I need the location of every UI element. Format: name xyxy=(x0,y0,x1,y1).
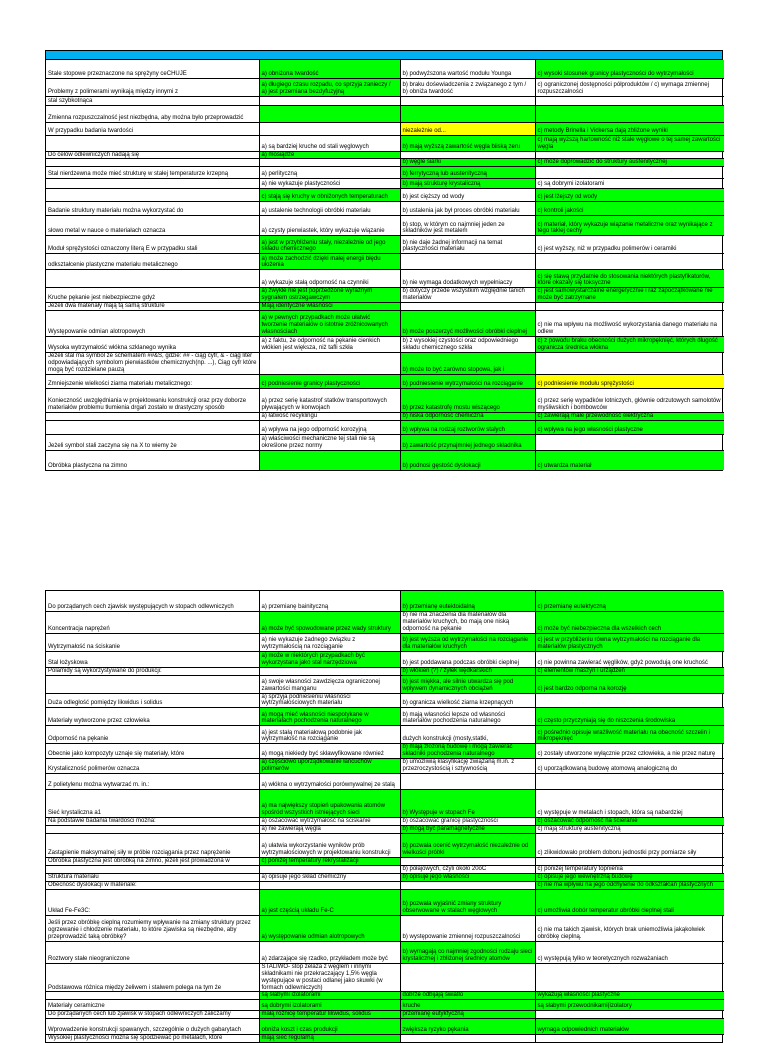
answer-cell[interactable]: c) zostały utworzone wyłącznie przez człowieka, a nie przez naturę xyxy=(535,744,724,759)
table-row xyxy=(46,389,724,413)
table-row xyxy=(46,693,724,708)
answer-cell[interactable]: b) jest cięższy od wody xyxy=(400,189,535,202)
answer-cell[interactable]: c) przez serię wypadków lotniczych, głównie odrzutowych samolotów myśliwskich i bombowców xyxy=(535,389,724,413)
answer-cell[interactable] xyxy=(400,105,535,122)
table-row xyxy=(46,189,724,202)
table-row xyxy=(46,744,724,759)
table-row xyxy=(46,651,724,667)
answer-cell[interactable]: b) stop, w którym co najmniej jeden ze składników jest metalem xyxy=(400,216,535,236)
table-row xyxy=(46,633,724,651)
answer-cell[interactable]: kruche xyxy=(400,1000,535,1011)
answer-cell[interactable]: c) nie ma takich zjawisk, których brak uniemożliwia jakąkolwiek obróbkę cieplną. xyxy=(535,915,724,941)
answer-cell[interactable]: są słabymi przewodnikami(izolatory xyxy=(535,1000,724,1011)
question-cell[interactable]: Z polietylenu można wytwarzać m. in.: xyxy=(46,773,259,789)
answer-cell[interactable]: c) nie powinna zawierać węglików, gdyż powodują one kruchość xyxy=(535,651,724,667)
answer-cell[interactable]: a) łatwość recyklingu xyxy=(259,413,400,421)
table-row xyxy=(46,759,724,774)
answer-cell[interactable] xyxy=(535,963,724,992)
answer-cell[interactable]: a) właściwości mechaniczne tej stali nie są określone przez normy xyxy=(259,435,400,451)
question-cell[interactable]: Układ Fe-Fe3C: xyxy=(46,889,259,915)
table-row xyxy=(46,288,724,303)
answer-cell[interactable]: c) utwardza materiał xyxy=(535,451,724,470)
question-cell[interactable]: Występowanie odmian alotropowych xyxy=(46,311,259,337)
answer-cell[interactable]: b) dotyczy przede wszystkim względnie tanich materiałów xyxy=(400,288,535,303)
answer-cell[interactable]: a) perlityczną xyxy=(259,167,400,179)
question-cell[interactable] xyxy=(46,270,259,288)
answer-cell[interactable]: mają sieć regularną xyxy=(259,1035,400,1042)
quiz-table-2 xyxy=(46,591,724,1042)
question-cell[interactable]: Sieć krystaliczna a1 xyxy=(46,789,259,817)
answer-cell[interactable]: b) włókien (?) / żyłek wędkarskich xyxy=(400,667,535,675)
answer-cell[interactable]: c) może być niebezpieczna dla wszelkich cech xyxy=(535,611,724,633)
answer-cell[interactable] xyxy=(400,963,535,992)
question-cell[interactable]: W przypadku badania twardości xyxy=(46,122,259,135)
table-row xyxy=(46,992,724,1000)
table-row xyxy=(46,375,724,389)
answer-cell[interactable]: b) jest poddawana podczas obróbki cieplnej xyxy=(400,651,535,667)
question-cell[interactable]: Koncentracja naprężeń xyxy=(46,611,259,633)
answer-cell[interactable]: c) występują tylko w teoretycznych rozważaniach xyxy=(535,941,724,963)
question-cell[interactable]: Problemy z polimerami wynikają między innymi z xyxy=(46,78,259,96)
answer-cell[interactable]: b) podnosi gęstość dyslokacji xyxy=(400,451,535,470)
answer-cell[interactable]: c) jest wyższy, niż w przypadku polimerów i ceramiki xyxy=(535,236,724,254)
answer-cell[interactable]: c) uporządkowaną budowę atomową analogiczną do xyxy=(535,759,724,774)
answer-cell[interactable]: a) w pewnych przypadkach może ułatwić tworzenie materiałów o istotnie zróżnicowanych własnościach xyxy=(259,311,400,337)
answer-cell[interactable]: c) podniesienie granicy plastyczności xyxy=(259,375,400,389)
answer-cell[interactable]: dużych konstrukcji (mosty,statki, xyxy=(400,726,535,744)
table-row xyxy=(46,78,724,96)
question-cell[interactable]: Struktura materiału xyxy=(46,873,259,881)
table-row xyxy=(46,833,724,857)
answer-cell[interactable]: zwiększa ryzyko pękania xyxy=(400,1019,535,1035)
question-cell[interactable]: Obecnie jako kompozyty uznaje się materiały, które xyxy=(46,744,259,759)
table-row xyxy=(46,873,724,881)
answer-cell[interactable]: niezależnie od... xyxy=(400,122,535,135)
answer-cell[interactable]: c) pośrednio opisuje wrażliwość materiału na obecność szczelin i mikropęknięć xyxy=(535,726,724,744)
answer-cell[interactable] xyxy=(535,303,724,311)
answer-cell[interactable]: c) się stawą przydatnie do stosowania niektórych plastyfikatorów, które okazały się toksyczne xyxy=(535,270,724,288)
answer-cell[interactable]: a) zwykle nie jest poprzedzone wyraźnym sygnałem ostrzegawczym xyxy=(259,288,400,303)
answer-cell[interactable]: b) nie ma znaczenia dla materiałów dla materiałów kruchych, bo mają one niską odporność na pękanie xyxy=(400,611,535,633)
question-cell[interactable]: Materiały wytworzone przez człowieka xyxy=(46,708,259,726)
answer-cell[interactable] xyxy=(259,865,400,873)
answer-cell[interactable]: c) jest bardzo odporna na korozję xyxy=(535,675,724,693)
answer-cell[interactable]: c) zawierają małe przewodność elektryczna xyxy=(535,413,724,421)
answer-cell[interactable] xyxy=(535,167,724,179)
answer-cell[interactable]: b) mają wyższą zawartość węgla bliską zeru xyxy=(400,135,535,151)
answer-cell[interactable]: b) może poszerzyć możliwości obróbki cieplnej xyxy=(400,311,535,337)
answer-cell[interactable]: c) mają strukturę austenityczną xyxy=(535,825,724,833)
answer-cell[interactable] xyxy=(400,857,535,865)
answer-cell[interactable]: b) występowanie zmiennej rozpuszczalności xyxy=(400,915,535,941)
table-row xyxy=(46,135,724,151)
answer-cell[interactable]: b) jest miękka, ale silnie utwardza się pod wpływem dynamicznych obciążeń xyxy=(400,675,535,693)
answer-cell[interactable]: b) mają złożoną budowę i mogą zawierać składniki pochodzenia naturalnego xyxy=(400,744,535,759)
table-row xyxy=(46,726,724,744)
answer-cell[interactable]: b) opisuje jego własności xyxy=(400,873,535,881)
question-cell[interactable]: Podstawowa różnica między żeliwem i stalwem polega na tym że xyxy=(46,963,259,992)
question-cell[interactable]: Polamidy są wykorzystywane do produkcji: xyxy=(46,667,259,675)
question-cell[interactable]: Badanie struktury materiału można wykorzystać do xyxy=(46,202,259,216)
answer-cell[interactable]: b) braku dośewiadczenia z związanego z tym / b) obniża twardość xyxy=(400,78,535,96)
question-cell[interactable] xyxy=(46,825,259,833)
question-cell[interactable]: Wysoka wytrzymałość włókna szklanego wynika xyxy=(46,337,259,353)
answer-cell[interactable]: a) długiego czasu rozpadu, co sprzyja zanieczy / a) jest przemiana bezdyfuzyjną xyxy=(259,78,400,96)
answer-cell[interactable]: a) z faktu, że odporność na pękanie cienkich włókien jest większa, niż tafli szkła xyxy=(259,337,400,353)
answer-cell[interactable]: a) wykazuje stałą odporność na czynniki xyxy=(259,270,400,288)
question-cell[interactable]: Duża odległość pomiędzy likwidus i solidus xyxy=(46,693,259,708)
table-row xyxy=(46,236,724,254)
answer-cell[interactable]: c) przemianę eutektyczną xyxy=(535,591,724,611)
answer-cell[interactable]: a) przemianę bainityczną xyxy=(259,591,400,611)
answer-cell[interactable]: a) ma największy stopień upakowania atomów spośród wszystkich istniejących sieci xyxy=(259,789,400,817)
table-row xyxy=(46,817,724,825)
table-row xyxy=(46,303,724,311)
table-row xyxy=(46,865,724,873)
answer-cell[interactable] xyxy=(535,773,724,789)
question-cell[interactable]: Do porządanych cech zjawisk występujących w stopach odlewniczych xyxy=(46,591,259,611)
answer-cell[interactable]: b) podwyższona wartość modułu Younga xyxy=(400,60,535,78)
answer-cell[interactable]: a) przez serię katastrof statków transportowych pływających w konwojach xyxy=(259,389,400,413)
answer-cell[interactable] xyxy=(535,435,724,451)
question-cell[interactable]: Wytrzymałość na ściskanie xyxy=(46,633,259,651)
answer-cell[interactable]: b) Występuje w stopach Fe xyxy=(400,789,535,817)
table-row xyxy=(46,789,724,817)
answer-cell[interactable] xyxy=(400,254,535,270)
answer-cell[interactable]: a) jest częścią układu Fe-C xyxy=(259,889,400,915)
answer-cell[interactable]: b) połajowych, czyli około 20oC xyxy=(400,865,535,873)
answer-cell[interactable]: b) mogą być paramagnetyczne xyxy=(400,825,535,833)
answer-cell[interactable] xyxy=(259,159,400,167)
answer-cell[interactable]: b) nie daje żadnej informacji na temat plastyczności materiału xyxy=(400,236,535,254)
answer-cell[interactable]: a) są bardziej kruche od stali węglowych xyxy=(259,135,400,151)
answer-cell[interactable]: c) kontroli jakości xyxy=(535,202,724,216)
question-cell[interactable] xyxy=(46,179,259,189)
answer-cell[interactable]: a) nie wykazuje żadnego związku z wytrzymałością na rozciąganie xyxy=(259,633,400,651)
question-cell[interactable]: stal szybkotnąca xyxy=(46,96,259,105)
answer-cell[interactable]: c) jest samowystarczalne energetycznie i raz zapoczątkowane nie może być zatrzymane xyxy=(535,288,724,303)
answer-cell[interactable]: są słabymi izolatorami xyxy=(259,992,400,1000)
table-row xyxy=(46,216,724,236)
answer-cell[interactable]: a) ułatwia wykorzystanie wyników prób wytrzymałościowych w projektowaniu konstrukcji xyxy=(259,833,400,857)
answer-cell[interactable]: c) nie ma wpływu na możliwość wykorzystania danego materiału na odlew xyxy=(535,311,724,337)
question-cell[interactable] xyxy=(46,675,259,693)
answer-cell[interactable]: b) pozwala ocenić wytrzymałość niezależnie od wielkości próbki xyxy=(400,833,535,857)
table-row xyxy=(46,1000,724,1011)
answer-cell[interactable] xyxy=(259,667,400,675)
answer-cell[interactable]: a) ustalenie technologii obróbki materiału xyxy=(259,202,400,216)
question-cell[interactable] xyxy=(46,189,259,202)
answer-cell[interactable]: a) jest w przybliżeniu stały, niezależnie od jego składu chemicznego xyxy=(259,236,400,254)
question-cell[interactable]: słowo metal w nauce o materiałach oznacza xyxy=(46,216,259,236)
answer-cell[interactable]: są dobrymi izolatorami xyxy=(259,1000,400,1011)
answer-cell[interactable]: b) umożliwią klasyfikację związaną m.in. z przezroczystością i sztywnością xyxy=(400,759,535,774)
answer-cell[interactable] xyxy=(400,96,535,105)
question-cell[interactable]: Obecność dyslokacji w materiale: xyxy=(46,881,259,889)
answer-cell[interactable]: b) wpływa na rodzaj roztworów stałych xyxy=(400,421,535,435)
answer-cell[interactable] xyxy=(400,881,535,889)
answer-cell[interactable]: b) ustalenia jak był proces obróbki materiału xyxy=(400,202,535,216)
answer-cell[interactable]: wykazują własności plastyczne xyxy=(535,992,724,1000)
answer-cell[interactable]: c) opisuje jego wewnętrzną budowę xyxy=(535,873,724,881)
answer-cell[interactable]: a) wpływa na jego odporność korozyjną xyxy=(259,421,400,435)
answer-cell[interactable]: c) często przyczyniają się do niszczenia środowiska xyxy=(535,708,724,726)
question-cell[interactable]: Stale stopowe przeznaczone na sprężyny ceCHUJE xyxy=(46,60,259,78)
question-cell[interactable]: Obróbka plastyczna jest obróbką na zimno, jeżeli jest prowadzona w xyxy=(46,857,259,865)
question-cell[interactable]: Kruche pękanie jest niebezpieczne gdyż xyxy=(46,288,259,303)
question-cell[interactable]: Moduł sprężystości oznaczony literą E w przypadku stali xyxy=(46,236,259,254)
answer-cell[interactable]: b) zawartość przynajmniej jednego składnika xyxy=(400,435,535,451)
table-row xyxy=(46,202,724,216)
answer-cell[interactable] xyxy=(535,105,724,122)
table-row xyxy=(46,881,724,889)
answer-cell[interactable] xyxy=(535,693,724,708)
answer-cell[interactable]: a) włókna o wytrzymałości porównywalnej ze stalą xyxy=(259,773,400,789)
table-row xyxy=(46,270,724,288)
answer-cell[interactable] xyxy=(259,451,400,470)
answer-cell[interactable] xyxy=(535,857,724,865)
table-row xyxy=(46,122,724,135)
answer-cell[interactable]: a) sprzyja podniesieniu własności wytrzymałościowych materiału xyxy=(259,693,400,708)
answer-cell[interactable] xyxy=(259,881,400,889)
answer-cell[interactable]: c) elementów maszyn i urządzeń xyxy=(535,667,724,675)
answer-cell[interactable]: c) występuje w metalach i stopach, która są nabardziej xyxy=(535,789,724,817)
question-cell[interactable]: Stal nierdzewna może mieć strukturę w stałej temperaturze krzepną xyxy=(46,167,259,179)
table-row xyxy=(46,591,724,611)
answer-cell[interactable] xyxy=(400,773,535,789)
question-cell[interactable]: Wysokiej plastyczności można się spodziewać po metalach, które xyxy=(46,1035,259,1042)
table-row xyxy=(46,941,724,963)
table-row xyxy=(46,889,724,915)
answer-cell[interactable]: a) nie zawierają węgla xyxy=(259,825,400,833)
table-row xyxy=(46,413,724,421)
question-cell[interactable]: Jeżeli stal ma symbol ze schematem ##&S, gdzie: ## - ciąg cyfr, & - ciąg liter odpowiadających symbolom pierwiastków chemicznych(np. ...), Ciąg cyfr które mogą być rozdzielane pauzą xyxy=(46,353,259,375)
answer-cell[interactable]: c) stają się kruchy w obniżonych temperaturach xyxy=(259,189,400,202)
table-row xyxy=(46,96,724,105)
answer-cell[interactable]: a) mogą mieć własności niespotykane w materiałach pochodzenia naturalnego xyxy=(259,708,400,726)
question-cell[interactable]: Roztwory stałe nieograniczone xyxy=(46,941,259,963)
answer-cell[interactable]: a) może zachodzić dzięki małej energii błędu ułożenia xyxy=(259,254,400,270)
answer-cell[interactable] xyxy=(259,122,400,135)
answer-cell[interactable]: a) swoje własności zawdzięcza ograniczonej zawartości manganu xyxy=(259,675,400,693)
answer-cell[interactable]: a) może w niektórych przypadkach być wykorzystana jako stal narzędziowa xyxy=(259,651,400,667)
answer-cell[interactable]: b) jest wyższa od wytrzymałości na rozciąganie dla materiałów kruchych xyxy=(400,633,535,651)
table-row xyxy=(46,167,724,179)
answer-cell[interactable]: b) wymagają co najmniej zgodności rodzaju sieci krystalicznej i zbliżonej średnicy atomów xyxy=(400,941,535,963)
table-row xyxy=(46,667,724,675)
header-bar xyxy=(46,51,722,60)
table-row xyxy=(46,1035,724,1042)
question-cell[interactable]: Jeżeli dwa materiały mają tą samą strukture xyxy=(46,303,259,311)
answer-cell[interactable] xyxy=(400,1035,535,1042)
table-row xyxy=(46,254,724,270)
answer-cell[interactable]: c) są dobrymi izolatorami xyxy=(535,179,724,189)
answer-cell[interactable]: b) ferrytyczną lub austenityczną xyxy=(400,167,535,179)
table-row xyxy=(46,179,724,189)
answer-cell[interactable]: a) opisuje jego skład chemiczny xyxy=(259,873,400,881)
answer-cell[interactable] xyxy=(535,254,724,270)
answer-cell[interactable]: b) może to być zarówno stopowa, jak i xyxy=(400,353,535,375)
answer-cell[interactable]: a) czysty pierwiastek, który wykazuje wiązanie xyxy=(259,216,400,236)
answer-cell[interactable]: b) nie wymaga dodatkowych wypełniaczy xyxy=(400,270,535,288)
answer-cell[interactable]: b) węgle siarki xyxy=(400,159,535,167)
answer-cell[interactable] xyxy=(535,1011,724,1019)
spreadsheet-section-1 xyxy=(45,50,723,471)
answer-cell[interactable]: c) zlikwidowało problem doboru jednostki przy pomiarze siły xyxy=(535,833,724,857)
answer-cell[interactable]: c) metody Brinella i Vickersa dają zbliżone wyniki xyxy=(535,122,724,135)
answer-cell[interactable]: a) mogą niekiedy być skławyfikowane również xyxy=(259,744,400,759)
question-cell[interactable]: Stal łożyskowa xyxy=(46,651,259,667)
question-cell[interactable] xyxy=(46,159,259,167)
answer-cell[interactable]: b) przez katastrofę mostu wiszącego xyxy=(400,389,535,413)
answer-cell[interactable]: c) ograniczonej dostępności półproduktów / c) wymaga zmiennej rozpuszczalności xyxy=(535,78,724,96)
question-cell[interactable]: Krystaliczność polimerów oznacza xyxy=(46,759,259,774)
table-row xyxy=(46,337,724,353)
table-row xyxy=(46,311,724,337)
question-cell[interactable]: Wprowadzenie konstrukcji spawanych, szczególnie o dużych gabarytach xyxy=(46,1019,259,1035)
answer-cell[interactable]: b) niska odporność chemiczna xyxy=(400,413,535,421)
question-cell[interactable]: Odporność na pękanie xyxy=(46,726,259,744)
answer-cell[interactable]: dobrze odbijają światło xyxy=(400,992,535,1000)
answer-cell[interactable]: b) ogranicza wielkość ziarna krzepnących xyxy=(400,693,535,708)
answer-cell[interactable]: c) może doprowadzić do struktury austenitycznej xyxy=(535,159,724,167)
question-cell[interactable]: Jeśli przez obróbkę cieplną rozumiemy wpływanie na zmiany struktury przez ogrzewanie i chłodzenie materiału, to które zjawiska są niezbędne, aby przeprowadzić taką obróbkę? xyxy=(46,915,259,941)
answer-cell[interactable]: c) z powodu braku obecności dużych mikropęknięć, których długość ogranicza średnica włókna xyxy=(535,337,724,353)
answer-cell[interactable]: c) wpływa na jego własności plastyczne xyxy=(535,421,724,435)
question-cell[interactable]: Zmienna rozpuszczalność jest niezbędna, aby można było przeprowadzić xyxy=(46,105,259,122)
question-cell[interactable] xyxy=(46,992,259,1000)
answer-cell[interactable]: a) obniżona twardość xyxy=(259,60,400,78)
answer-cell[interactable]: a) występowanie odmian alotropowych xyxy=(259,915,400,941)
table-row xyxy=(46,675,724,693)
answer-cell[interactable]: c) umożliwia dobór temperatur obróbki cieplnej stali xyxy=(535,889,724,915)
question-cell[interactable]: odkształcenie plastyczne materiału metalicznego xyxy=(46,254,259,270)
answer-cell[interactable]: c) oszacować odporność na ścieranie xyxy=(535,817,724,825)
answer-cell[interactable]: a) zdarzające się rzadko, przykładem może być xyxy=(259,941,400,963)
table-row xyxy=(46,353,724,375)
answer-cell[interactable]: a) może być spowodowane przez wady struktury xyxy=(259,611,400,633)
table-row xyxy=(46,963,724,992)
answer-cell[interactable]: c) materiał, który wykazuje wiązanie metaliczne oraz wynikające z tego takiej cechy xyxy=(535,216,724,236)
answer-cell[interactable]: STALIWO- stop żelaza z węglem i innymi składnikami nie przekraczający 1,5% węgla występujące w postaci odlanej jako skuwki (w formach odlewniczych) xyxy=(259,963,400,992)
answer-cell[interactable] xyxy=(259,105,400,122)
question-cell[interactable]: Do porządanych cech lub zjawisk w stopach odlewniczych zaliczamy xyxy=(46,1011,259,1019)
table-row xyxy=(46,1019,724,1035)
table-row xyxy=(46,915,724,941)
table-row xyxy=(46,708,724,726)
answer-cell[interactable]: c) mają wyższą hartowność niż stale węglowe o tej samej zawartości węgla xyxy=(535,135,724,151)
answer-cell[interactable] xyxy=(535,96,724,105)
answer-cell[interactable]: c) poniżej temperatury topnienia xyxy=(535,865,724,873)
table-row xyxy=(46,105,724,122)
answer-cell[interactable] xyxy=(259,96,400,105)
answer-cell[interactable]: c) wysoki stosunek granicy plastyczności do wytrzymałości xyxy=(535,60,724,78)
answer-cell[interactable]: b) pozwala wyjaśnić zmiany struktury obserwowane w stalach węglowych xyxy=(400,889,535,915)
question-cell[interactable] xyxy=(46,413,259,421)
quiz-table-1 xyxy=(46,60,724,470)
table-row xyxy=(46,857,724,865)
answer-cell[interactable]: obniża koszt i czas produkcji xyxy=(259,1019,400,1035)
spreadsheet-section-2 xyxy=(45,590,723,1043)
table-row xyxy=(46,421,724,435)
table-row xyxy=(46,60,724,78)
question-cell[interactable] xyxy=(46,421,259,435)
answer-cell[interactable]: b) przemianę eutektoidalną xyxy=(400,591,535,611)
question-cell[interactable]: Obróbka plastyczna na zimno xyxy=(46,451,259,470)
table-row xyxy=(46,151,724,159)
answer-cell[interactable]: a) mosiądze xyxy=(259,151,400,159)
answer-cell[interactable]: c) jest lżejszy od wody xyxy=(535,189,724,202)
answer-cell[interactable] xyxy=(400,151,535,159)
table-row xyxy=(46,451,724,470)
answer-cell[interactable] xyxy=(400,303,535,311)
table-row xyxy=(46,773,724,789)
answer-cell[interactable]: b) z wysokiej czystości oraz odpowiedniego składu chemicznego szkła xyxy=(400,337,535,353)
answer-cell[interactable]: c) poniżej temperatury rekrystalizacji xyxy=(259,857,400,865)
answer-cell[interactable]: wymaga odpowiednich materiałów xyxy=(535,1019,724,1035)
answer-cell[interactable]: b) mają strukturę krystaliczną xyxy=(400,179,535,189)
table-row xyxy=(46,611,724,633)
question-cell[interactable] xyxy=(46,865,259,873)
table-row xyxy=(46,435,724,451)
answer-cell[interactable]: b) mają własności lepsze od własności materiałów pochodzenia naturalnego xyxy=(400,708,535,726)
answer-cell[interactable]: c) nie ma wpływu na jego odchylenie do odkształcań plastycznych xyxy=(535,881,724,889)
answer-cell[interactable] xyxy=(535,1035,724,1042)
answer-cell[interactable]: a) jest stałą materiałową podobnie jak wytrzymałość na rozciąganie xyxy=(259,726,400,744)
answer-cell[interactable]: a) częściowo uporządkowanie łańcuchów polimerów xyxy=(259,759,400,774)
table-row xyxy=(46,1011,724,1019)
question-cell[interactable]: Na podstawie badania twardości można: xyxy=(46,817,259,825)
answer-cell[interactable] xyxy=(535,151,724,159)
answer-cell[interactable]: a) nie wykazuje plastyczności xyxy=(259,179,400,189)
question-cell[interactable]: Zmniejszenie wielkości ziarna materiału metalicznego: xyxy=(46,375,259,389)
answer-cell[interactable]: c) podniesienie modułu sprężystości xyxy=(535,375,724,389)
answer-cell[interactable]: a) oszacować wytrzymałość na ściskanie xyxy=(259,817,400,825)
answer-cell[interactable] xyxy=(535,353,724,375)
question-cell[interactable] xyxy=(46,135,259,151)
answer-cell[interactable] xyxy=(259,353,400,375)
question-cell[interactable]: Materiały ceramiczne xyxy=(46,1000,259,1011)
table-row xyxy=(46,159,724,167)
answer-cell[interactable]: b) podniesienie wytrzymałości na rozciąganie xyxy=(400,375,535,389)
answer-cell[interactable]: małą różnicę temperatur likwidus, solidus xyxy=(259,1011,400,1019)
answer-cell[interactable]: b) oszacować granicę plastyczności xyxy=(400,817,535,825)
answer-cell[interactable]: c) jest w przybliżeniu równa wytrzymałości na rozciąganie dla materiałów plastycznych xyxy=(535,633,724,651)
answer-cell[interactable]: Mają identyczne własności xyxy=(259,303,400,311)
question-cell[interactable]: Zastąpienie maksymalnej siły w próbie rozciągania przez naprężenie xyxy=(46,833,259,857)
answer-cell[interactable]: przemianę eutyktyczną xyxy=(400,1011,535,1019)
table-row xyxy=(46,825,724,833)
question-cell[interactable]: Jeżeli symbol stali zaczyna się na X to wiemy że xyxy=(46,435,259,451)
question-cell[interactable]: Konieczność uwzględniania w projektowaniu konstrukcji oraz przy doborze materiałów problemu tłumienia drgań zostało w drastyczny sposób xyxy=(46,389,259,413)
question-cell[interactable]: Do celów odlewniczych nadają się xyxy=(46,151,259,159)
